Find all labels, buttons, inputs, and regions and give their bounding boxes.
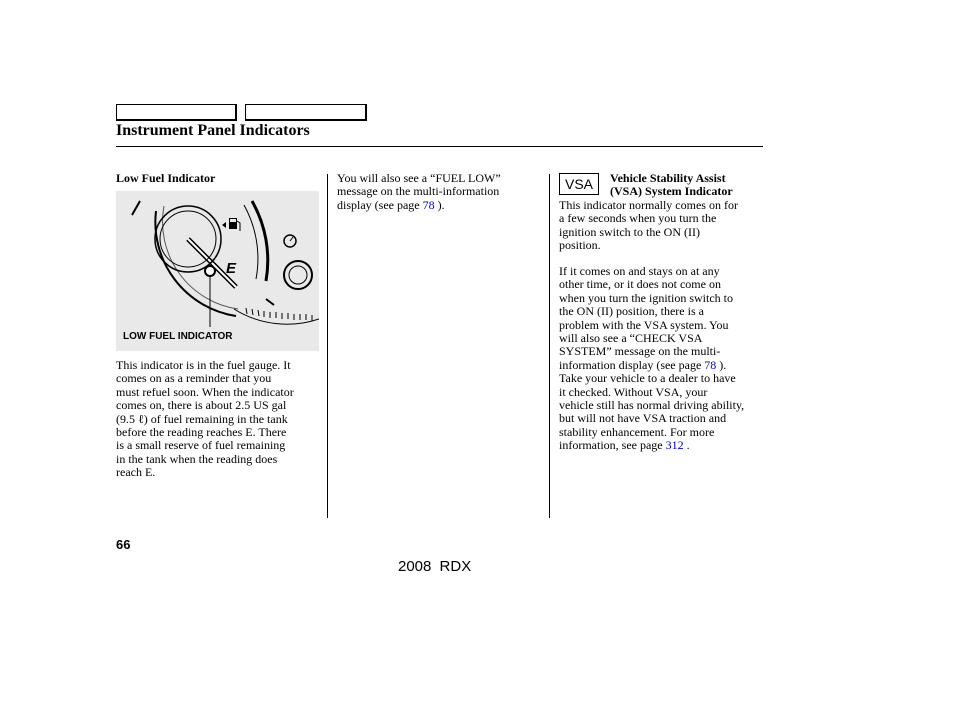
- text-line: message on the multi-information: [337, 184, 500, 199]
- text-line: it checked. Without VSA, your: [559, 384, 708, 399]
- low-fuel-indicator-label: LOW FUEL INDICATOR: [123, 331, 233, 342]
- text-line: a few seconds when you turn the: [559, 211, 717, 226]
- text-line: comes on, there is about 2.5 US gal: [116, 398, 287, 413]
- text-line: problem with the VSA system. You: [559, 317, 729, 332]
- text-line: is a small reserve of fuel remaining: [116, 438, 286, 453]
- text-line: in the tank when the reading does: [116, 451, 278, 466]
- fuel-gauge-figure: [116, 191, 319, 351]
- text-line: This indicator normally comes on for: [559, 198, 738, 212]
- vsa-paragraph-2: [559, 265, 744, 453]
- text-line: must refuel soon. When the indicator: [116, 384, 294, 399]
- text-line: SYSTEM” message on the multi-: [559, 344, 721, 359]
- column-divider-1: [327, 174, 328, 518]
- text-line: position.: [559, 238, 601, 253]
- vsa-indicator-icon: VSA: [559, 173, 599, 195]
- text-line: This indicator is in the fuel gauge. It: [116, 358, 291, 372]
- text-line: other time, or it does not come on: [559, 277, 721, 292]
- page-78-link-vsa[interactable]: 78: [704, 357, 717, 372]
- model-footer: 2008 RDX: [398, 558, 472, 575]
- text-line: [559, 359, 744, 372]
- text-fragment: ).: [716, 357, 727, 372]
- text-line: comes on as a reminder that you: [116, 371, 272, 386]
- text-line: ignition switch to the ON (II): [559, 224, 700, 239]
- fuel-low-message-text: [337, 172, 501, 212]
- text-fragment: ).: [434, 197, 445, 212]
- vsa-heading: [610, 172, 733, 199]
- header-rule: [116, 146, 763, 147]
- text-line: vehicle still has normal driving ability,: [559, 398, 745, 413]
- text-line: You will also see a “FUEL LOW”: [337, 171, 501, 185]
- vsa-paragraph-1: [559, 199, 738, 253]
- fuel-gauge-illustration: [116, 191, 319, 351]
- text-line: reach E.: [116, 465, 156, 480]
- text-line: [337, 199, 501, 212]
- text-line: when you turn the ignition switch to: [559, 290, 733, 305]
- text-line: the ON (II) position, there is a: [559, 304, 704, 319]
- page-78-link[interactable]: 78: [422, 197, 435, 212]
- text-fragment: display (see page: [337, 197, 423, 212]
- text-line: will also see a “CHECK VSA: [559, 331, 703, 346]
- nav-tab-box-2[interactable]: [245, 104, 367, 121]
- text-fragment: .: [683, 438, 690, 453]
- text-line: (9.5 ℓ) of fuel remaining in the tank: [116, 411, 288, 426]
- text-line: If it comes on and stays on at any: [559, 264, 720, 278]
- gauge-empty-letter: E: [226, 260, 237, 277]
- text-line: before the reading reaches E. There: [116, 425, 287, 440]
- text-fragment: information display (see page: [559, 357, 705, 372]
- low-fuel-heading: Low Fuel Indicator: [116, 171, 216, 185]
- nav-tab-box-1[interactable]: [116, 104, 237, 121]
- low-fuel-description: [116, 359, 294, 480]
- text-line: but will not have VSA traction and: [559, 411, 727, 426]
- text-fragment: information, see page: [559, 438, 666, 453]
- text-line: stability enhancement. For more: [559, 424, 715, 439]
- text-line: Take your vehicle to a dealer to have: [559, 371, 736, 386]
- column-divider-2: [549, 174, 550, 518]
- page-312-link[interactable]: 312: [665, 438, 684, 453]
- page-title: Instrument Panel Indicators: [116, 122, 310, 139]
- page-number: 66: [116, 537, 131, 552]
- text-line: [559, 439, 744, 452]
- heading-line: (VSA) System Indicator: [610, 184, 733, 199]
- heading-line: Vehicle Stability Assist: [610, 171, 726, 185]
